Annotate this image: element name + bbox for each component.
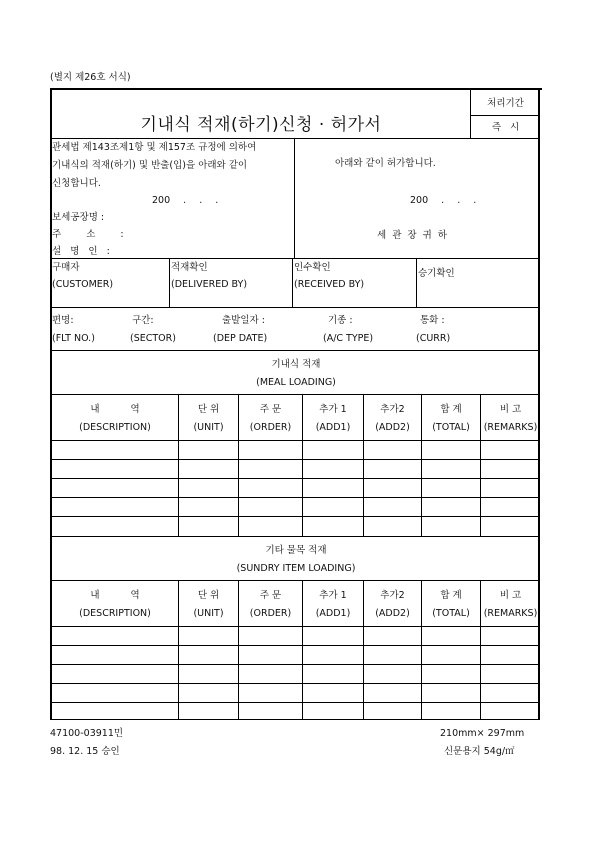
- col-description: 내 역: [90, 590, 140, 601]
- sundry-section-title-en: (SUNDRY ITEM LOADING): [236, 563, 356, 574]
- col-add2: 추가2: [380, 590, 405, 601]
- sundry-section-title: 기타 물목 적재: [265, 545, 327, 556]
- address-label: 주 소 :: [52, 229, 124, 240]
- divider: [302, 394, 303, 536]
- sector-label: 구간:: [132, 315, 154, 326]
- table-row[interactable]: [50, 664, 540, 665]
- divider: [50, 394, 540, 395]
- divider: [50, 307, 540, 308]
- divider: [363, 394, 364, 536]
- approval-addressee: 세 관 장 귀 하: [377, 230, 447, 241]
- table-row[interactable]: [50, 497, 540, 498]
- divider: [50, 138, 540, 139]
- col-remarks-en: (REMARKS): [483, 608, 538, 619]
- ac-type-label: 기종 :: [328, 315, 353, 326]
- application-text-1: 관세법 제143조제1항 및 제157조 규정에 의하여: [52, 142, 257, 153]
- application-text-2: 기내식의 적재(하기) 및 반출(입)을 아래와 같이: [52, 160, 248, 171]
- col-add2-en: (ADD2): [375, 608, 410, 619]
- col-remarks: 비 고: [499, 404, 522, 415]
- col-add1: 추가 1: [319, 590, 347, 601]
- col-total: 합 계: [440, 404, 462, 415]
- divider: [421, 394, 422, 536]
- divider: [50, 580, 540, 581]
- divider: [470, 115, 540, 116]
- divider: [421, 580, 422, 720]
- divider: [238, 580, 239, 720]
- footer-form-number: 47100-03911민: [50, 728, 124, 739]
- warehouse-label: 보세공장명 :: [52, 212, 105, 223]
- customer-label-en: (CUSTOMER): [52, 279, 114, 290]
- col-description-en: (DESCRIPTION): [79, 608, 151, 619]
- customer-label: 구매자: [52, 262, 80, 273]
- col-add2-en: (ADD2): [375, 422, 410, 433]
- currency-label-en: (CURR): [416, 333, 451, 344]
- table-row[interactable]: [50, 478, 540, 479]
- table-row[interactable]: [50, 683, 540, 684]
- col-total-en: (TOTAL): [432, 422, 470, 433]
- col-total: 합 계: [440, 590, 462, 601]
- received-label: 인수확인: [294, 262, 331, 273]
- footer-paper-size: 210mm× 297mm: [440, 728, 525, 739]
- table-row[interactable]: [50, 626, 540, 627]
- table-row[interactable]: [50, 645, 540, 646]
- divider: [178, 394, 179, 536]
- divider: [480, 580, 481, 720]
- footer-approval-date: 98. 12. 15 승인: [50, 746, 120, 757]
- col-remarks: 비 고: [499, 590, 522, 601]
- divider: [50, 350, 540, 351]
- col-description: 내 역: [90, 404, 140, 415]
- table-row[interactable]: [50, 702, 540, 703]
- col-unit: 단 위: [197, 590, 220, 601]
- divider: [294, 138, 295, 258]
- currency-label: 통화 :: [420, 315, 445, 326]
- col-order: 주 문: [259, 590, 282, 601]
- application-text-3: 신청합니다.: [52, 178, 101, 189]
- approval-text: 아래와 같이 허가합니다.: [335, 158, 436, 169]
- table-row[interactable]: [50, 459, 540, 460]
- col-unit-en: (UNIT): [193, 422, 224, 433]
- divider: [169, 258, 170, 307]
- delivered-label: 적재확인: [171, 262, 208, 273]
- divider: [292, 258, 293, 307]
- divider: [50, 258, 540, 259]
- divider: [416, 258, 417, 307]
- flight-no-label: 편명:: [52, 315, 74, 326]
- form-ref: (별지 제26호 서식): [50, 72, 131, 83]
- col-add1: 추가 1: [319, 404, 347, 415]
- col-order-en: (ORDER): [249, 422, 292, 433]
- table-row[interactable]: [50, 516, 540, 517]
- col-add2: 추가2: [380, 404, 405, 415]
- application-date[interactable]: 200 . . .: [152, 195, 219, 206]
- footer-paper-type: 신문용지 54g/㎡: [444, 746, 515, 757]
- divider: [238, 394, 239, 536]
- col-order-en: (ORDER): [249, 608, 292, 619]
- flight-no-label-en: (FLT NO.): [52, 333, 95, 344]
- col-unit-en: (UNIT): [193, 608, 224, 619]
- divider: [480, 394, 481, 536]
- processing-label: 처리기간: [487, 98, 524, 109]
- divider: [178, 580, 179, 720]
- col-unit: 단 위: [197, 404, 220, 415]
- sector-label-en: (SECTOR): [130, 333, 176, 344]
- boarding-confirm-label: 승기확인: [418, 268, 455, 279]
- col-remarks-en: (REMARKS): [483, 422, 538, 433]
- received-label-en: (RECEIVED BY): [294, 279, 365, 290]
- dep-date-label-en: (DEP DATE): [213, 333, 268, 344]
- divider: [50, 536, 540, 537]
- meal-section-title-en: (MEAL LOADING): [256, 377, 336, 388]
- processing-value: 즉 시: [491, 122, 520, 133]
- col-total-en: (TOTAL): [432, 608, 470, 619]
- form-title: 기내식 적재(하기)신청 · 허가서: [140, 115, 382, 135]
- declarant-label: 설 명 인 :: [52, 246, 110, 257]
- divider: [363, 580, 364, 720]
- delivered-label-en: (DELIVERED BY): [171, 279, 248, 290]
- col-description-en: (DESCRIPTION): [79, 422, 151, 433]
- approval-date[interactable]: 200 . . .: [410, 195, 477, 206]
- ac-type-label-en: (A/C TYPE): [323, 333, 374, 344]
- divider: [302, 580, 303, 720]
- col-order: 주 문: [259, 404, 282, 415]
- col-add1-en: (ADD1): [315, 422, 351, 433]
- table-row[interactable]: [50, 440, 540, 441]
- col-add1-en: (ADD1): [315, 608, 351, 619]
- meal-section-title: 기내식 적재: [271, 359, 321, 370]
- dep-date-label: 출발일자 :: [222, 315, 265, 326]
